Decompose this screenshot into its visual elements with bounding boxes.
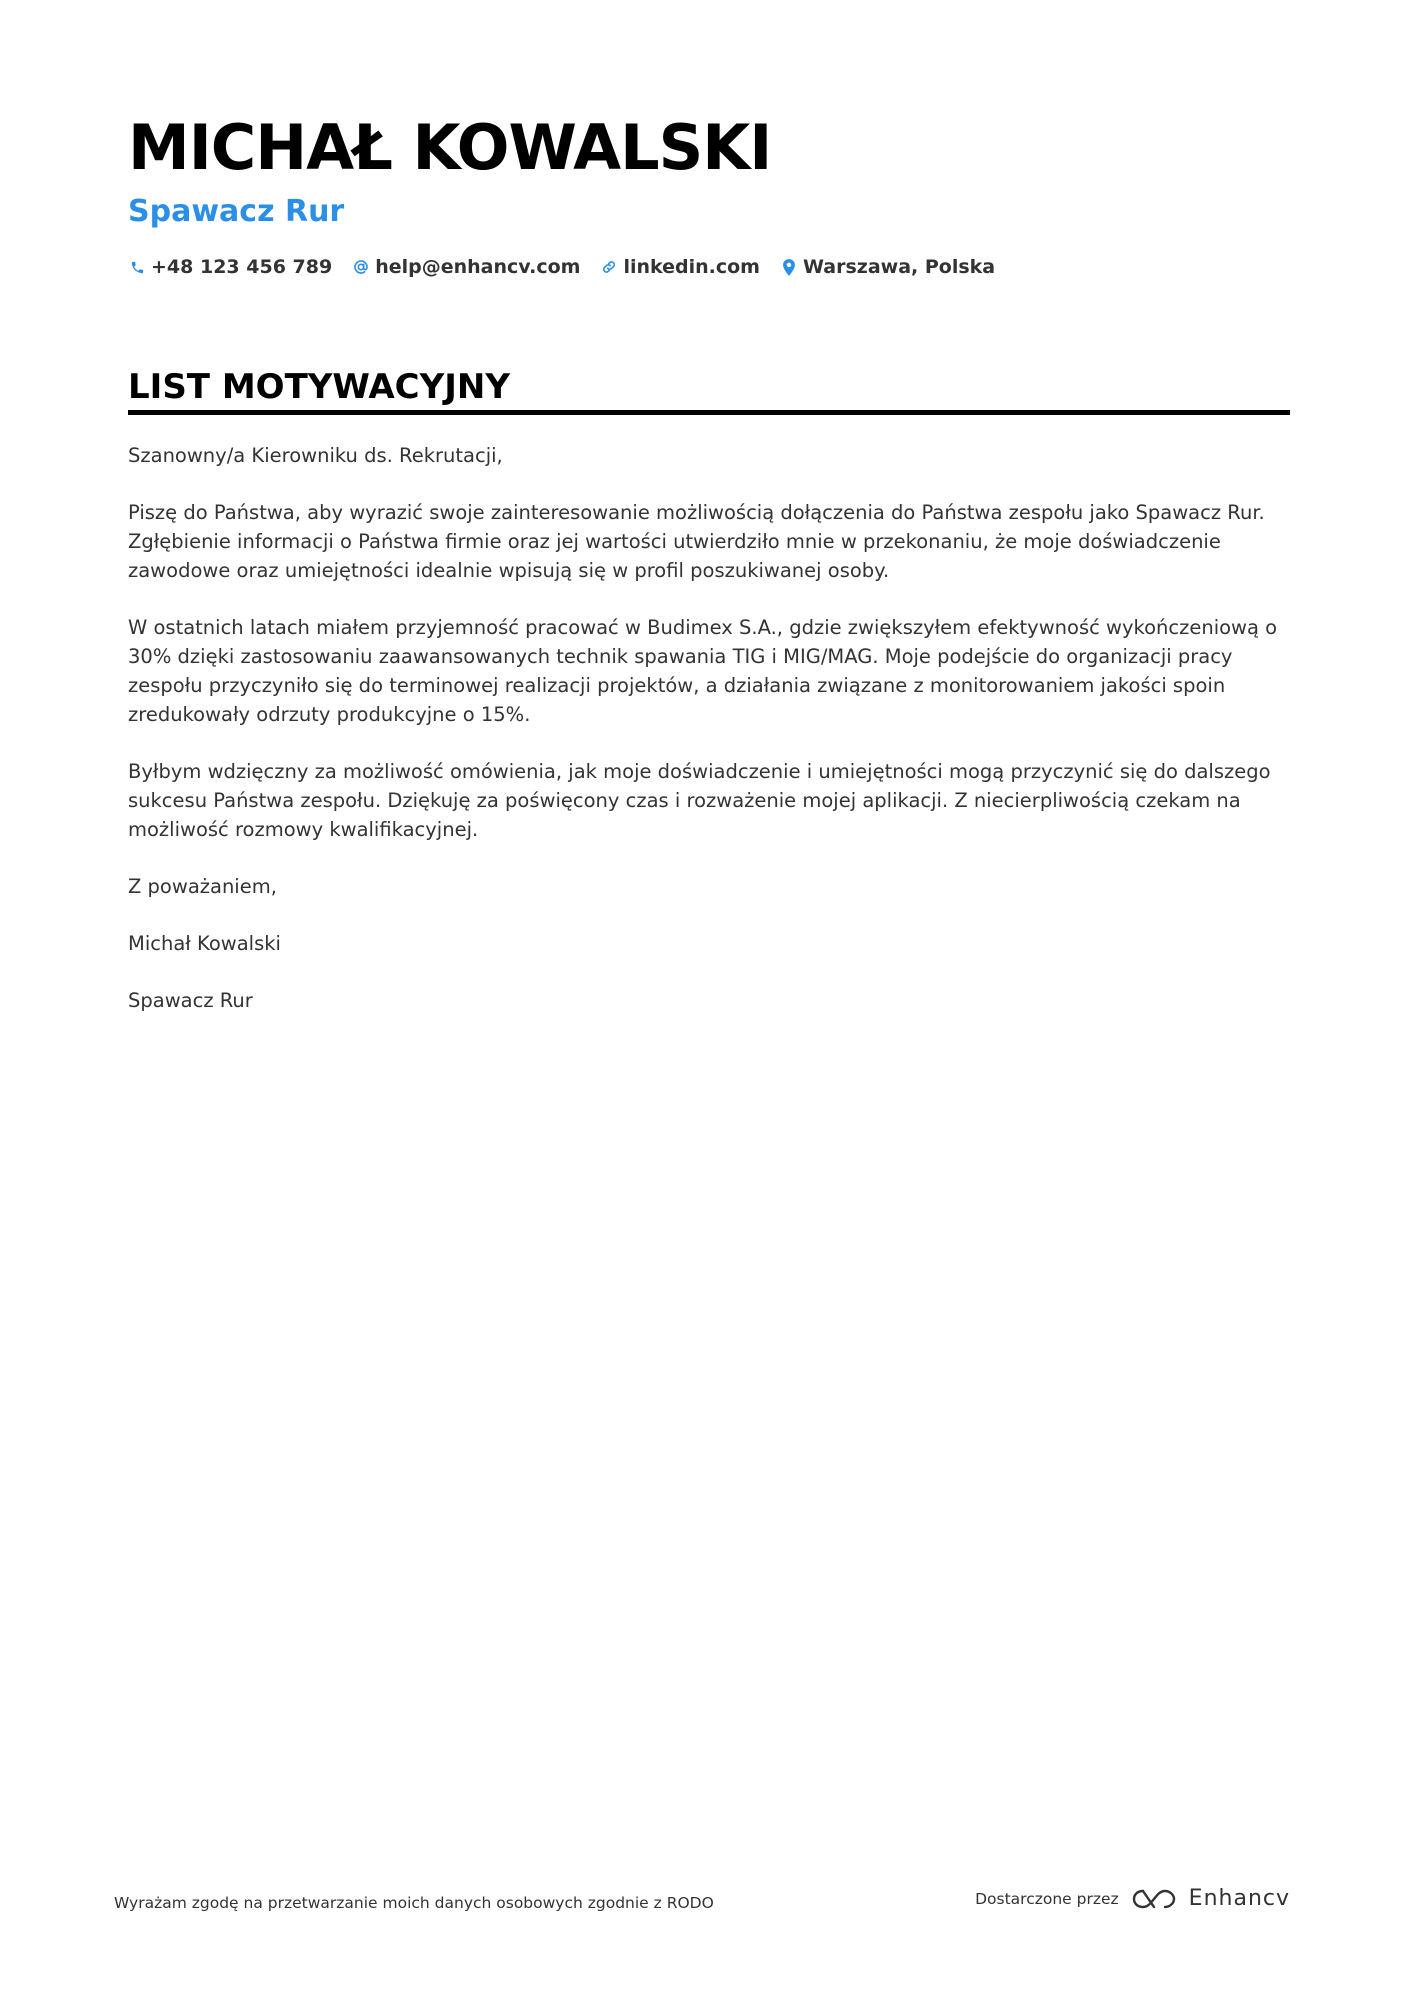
powered-by-label: Dostarczone przez: [975, 1889, 1119, 1908]
signature-title: Spawacz Rur: [128, 989, 253, 1012]
contact-location-text: Warszawa, Polska: [802, 256, 996, 278]
enhancv-logo-text: Enhancv: [1188, 1886, 1290, 1911]
section-divider: [128, 410, 1290, 415]
letter-closing: Z poważaniem,: [128, 875, 277, 898]
letter-body: [128, 441, 1278, 1043]
contact-linkedin[interactable]: [600, 256, 760, 278]
phone-icon: [128, 258, 146, 276]
letter-paragraph: Piszę do Państwa, aby wyrazić swoje zainteresowanie możliwością dołączenia do Państwa zespołu jako Spawacz Rur. Zgłębienie informacji o Państwa firmie oraz jej wartości utwierdziło mnie w przekonaniu, że moje doświadczenie zawodowe oraz umiejętności idealnie wpisują się w profil poszukiwanej osoby.: [128, 501, 1265, 582]
link-icon: [600, 258, 618, 276]
gdpr-consent: Wyrażam zgodę na przetwarzanie moich danych osobowych zgodnie z RODO: [114, 1894, 714, 1912]
contact-email[interactable]: [352, 256, 580, 278]
job-title: Spawacz Rur: [128, 194, 345, 229]
at-icon: [352, 258, 370, 276]
location-pin-icon: [780, 258, 798, 276]
contact-location: [780, 256, 995, 278]
contact-linkedin-text: linkedin.com: [623, 256, 760, 278]
powered-by[interactable]: [975, 1886, 1290, 1911]
contact-email-text: help@enhancv.com: [375, 256, 581, 278]
contact-phone[interactable]: [128, 256, 332, 278]
signature-name: Michał Kowalski: [128, 932, 281, 955]
contact-phone-text: +48 123 456 789: [151, 256, 333, 278]
enhancv-logo-icon: [1131, 1887, 1177, 1911]
contact-bar: [128, 252, 1015, 282]
letter-paragraph: W ostatnich latach miałem przyjemność pracować w Budimex S.A., gdzie zwiększyłem efektywność wykończeniową o 30% dzięki zastosowaniu zaawansowanych technik spawania TIG i MIG/MAG. Moje podejście do organizacji pracy zespołu przyczyniło się do terminowej realizacji projektów, a działania związane z monitorowaniem jakości spoin zredukowały odrzuty produkcyjne o 15%.: [128, 616, 1278, 726]
letter-paragraph: Byłbym wdzięczny za możliwość omówienia, jak moje doświadczenie i umiejętności mogą przyczynić się do dalszego sukcesu Państwa zespołu. Dziękuję za poświęcony czas i rozważenie mojej aplikacji. Z niecierpliwością czekam na możliwość rozmowy kwalifikacyjnej.: [128, 760, 1271, 841]
applicant-name: MICHAŁ KOWALSKI: [128, 111, 772, 184]
section-heading: LIST MOTYWACYJNY: [128, 367, 510, 407]
letter-greeting: Szanowny/a Kierowniku ds. Rekrutacji,: [128, 444, 503, 467]
